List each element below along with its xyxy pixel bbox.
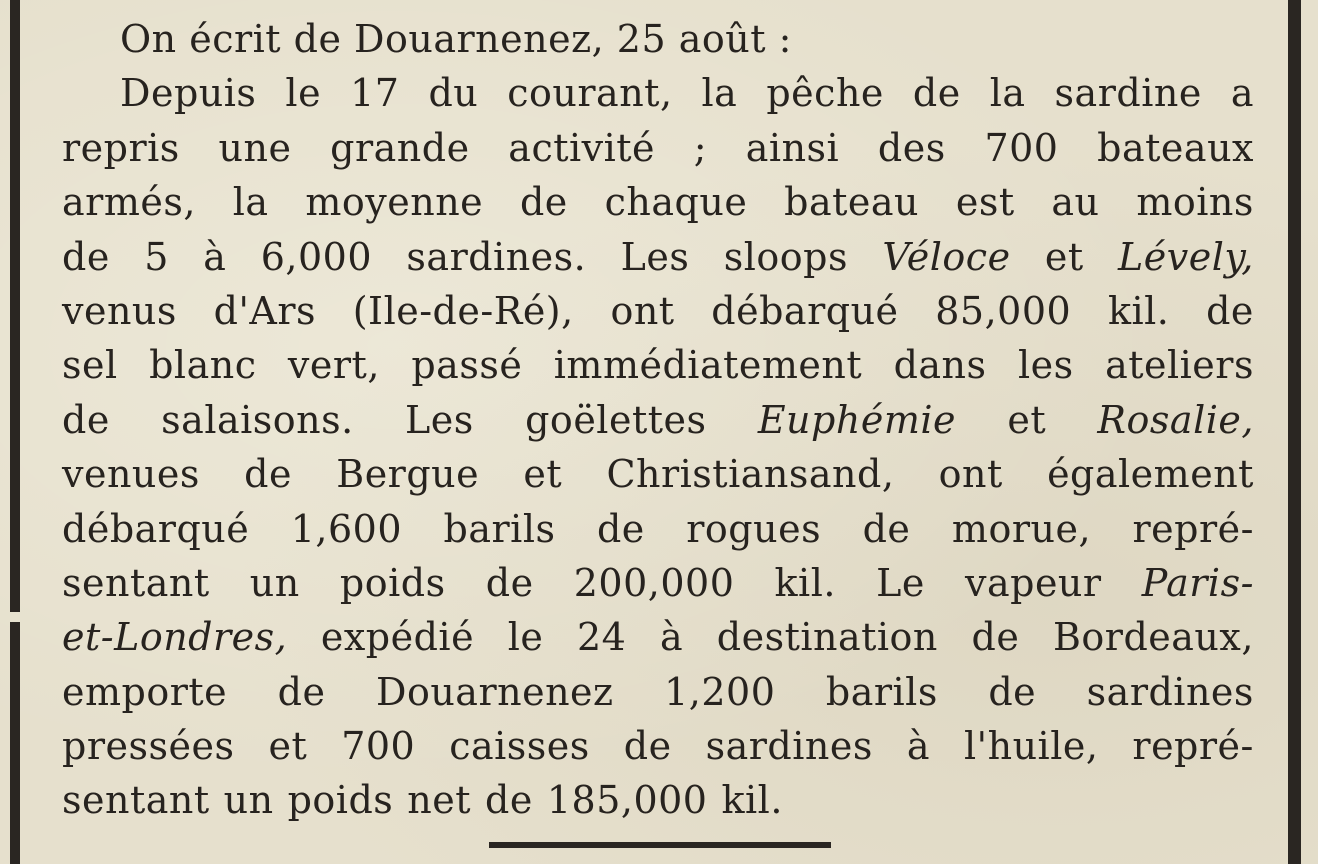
article-word: 200,000: [573, 560, 735, 605]
article-word: grande: [330, 125, 470, 170]
article-word: de: [62, 397, 110, 442]
article-word: Les: [405, 397, 474, 442]
article-word: chaque: [604, 180, 748, 225]
article-word: un: [249, 560, 300, 605]
article-word: ;: [693, 125, 708, 170]
article-word: du: [428, 71, 479, 116]
article-word: ont: [938, 452, 1003, 497]
article-word: Bergue: [336, 452, 480, 497]
article-word: 24: [576, 615, 627, 660]
article-word: venus: [62, 288, 177, 333]
article-word: d'Ars: [213, 288, 317, 333]
article-word: [62, 610, 287, 664]
vessel-name: et-Londres,: [62, 615, 288, 660]
article-word: de: [519, 180, 568, 225]
article-word: et: [268, 724, 308, 769]
article-word: à: [659, 615, 684, 660]
article-word: rogues: [686, 506, 822, 551]
article-word: de: [596, 506, 645, 551]
article-word: blanc: [149, 343, 257, 388]
article-word: [1118, 230, 1254, 284]
vessel-name: Euphémie: [757, 397, 956, 442]
article-word: la: [989, 71, 1026, 116]
article-word: barils: [443, 506, 556, 551]
article-word: de: [912, 71, 961, 116]
article-word: de: [1206, 288, 1254, 333]
article-word: (Ile-de-Ré),: [352, 288, 574, 333]
article-word: également: [1047, 452, 1254, 497]
article-word: 1,200: [664, 669, 776, 714]
article-word: à: [203, 234, 227, 279]
article-word: expédié: [320, 615, 475, 660]
article-word: pêche: [766, 71, 884, 116]
article-word: sentant: [62, 778, 210, 823]
article-word: Depuis: [120, 71, 257, 116]
article-word: armés,: [62, 180, 196, 225]
article-word: moins: [1136, 180, 1254, 225]
article-word: et: [523, 452, 563, 497]
article-line: [62, 121, 1254, 175]
article-word: a: [1230, 71, 1254, 116]
article-word: immédiatement: [553, 343, 863, 388]
left-column-rule: [10, 0, 20, 612]
article-word: [882, 230, 1010, 284]
article-word: de: [988, 669, 1037, 714]
article-word: vapeur: [965, 560, 1102, 605]
article-word: [758, 393, 956, 447]
article-word: repris: [62, 125, 180, 170]
article-word: de: [623, 724, 672, 769]
article-word: 185,000: [546, 778, 708, 823]
article-word: et: [1007, 397, 1047, 442]
article-word: bateau: [784, 180, 920, 225]
article-word: une: [218, 125, 292, 170]
article-line: [62, 502, 1254, 556]
article-word: venues: [62, 452, 200, 497]
vessel-name: Lévely,: [1118, 234, 1254, 279]
article-word: net: [407, 778, 472, 823]
right-column-rule: [1288, 0, 1301, 864]
article-word: les: [1017, 343, 1074, 388]
article-word: débarqué: [62, 506, 250, 551]
article-word: débarqué: [711, 288, 899, 333]
vessel-name: Rosalie,: [1097, 397, 1254, 442]
article-word: caisses: [449, 724, 590, 769]
article-word: Christiansand,: [606, 452, 895, 497]
article-word: sardine: [1054, 71, 1202, 116]
article-word: de: [277, 669, 326, 714]
article-line: [62, 284, 1254, 338]
article-dateline: [62, 12, 1254, 66]
article-word: kil.: [774, 560, 836, 605]
article-line: [62, 665, 1254, 719]
article-word: salaisons.: [161, 397, 354, 442]
article-word: le: [507, 615, 544, 660]
left-column-rule-lower: [10, 622, 20, 864]
article-word: ainsi: [745, 125, 840, 170]
article-word: de: [971, 615, 1020, 660]
article-word: 5: [144, 234, 169, 279]
vessel-name: Véloce: [882, 234, 1011, 279]
article-word: Le: [876, 560, 925, 605]
article-word: goëlettes: [525, 397, 707, 442]
article-word: Douarnenez: [375, 669, 614, 714]
article-word: de: [62, 234, 110, 279]
article-word: de: [862, 506, 911, 551]
article-line: [62, 447, 1254, 501]
article-word: vert,: [287, 343, 380, 388]
article-word: poids: [287, 778, 394, 823]
article-line: [62, 66, 1254, 120]
article-word: Bordeaux,: [1052, 615, 1254, 660]
article-line: [62, 230, 1254, 284]
section-separator-rule: [489, 842, 831, 848]
article-word: 700: [341, 724, 416, 769]
article-word: sardines: [1086, 669, 1254, 714]
article-word: ateliers: [1105, 343, 1254, 388]
article-word: moyenne: [305, 180, 484, 225]
article-line: [62, 556, 1254, 610]
vessel-name: Paris-: [1141, 560, 1254, 605]
article-body: [62, 66, 1254, 827]
article-line: [62, 610, 1254, 664]
article-word: sel: [62, 343, 118, 388]
article-word: 700: [984, 125, 1059, 170]
article-word: est: [955, 180, 1015, 225]
article-word: l'huile,: [964, 724, 1099, 769]
article-word: le: [285, 71, 322, 116]
article-word: 85,000: [935, 288, 1072, 333]
article-word: dans: [893, 343, 987, 388]
article-word: sardines: [705, 724, 873, 769]
article-word: de: [244, 452, 292, 497]
dateline-text: On écrit de Douarnenez, 25 août :: [120, 17, 792, 61]
article-line: [62, 338, 1254, 392]
article-word: un: [223, 778, 274, 823]
article-word: activité: [508, 125, 656, 170]
article-word: sentant: [62, 560, 210, 605]
article-word: la: [232, 180, 269, 225]
article-word: courant,: [507, 71, 673, 116]
article-word: 6,000: [260, 234, 373, 279]
article-line: [62, 393, 1254, 447]
article-word: au: [1051, 180, 1100, 225]
article-word: de: [485, 560, 534, 605]
article-word: 1,600: [290, 506, 403, 551]
article-word: de: [485, 778, 533, 823]
article-line: [62, 773, 1254, 827]
article-word: emporte: [62, 669, 228, 714]
article-word: à: [906, 724, 931, 769]
article-word: [1097, 393, 1254, 447]
article-word: barils: [825, 669, 938, 714]
article-line: [62, 719, 1254, 773]
article-word: bateaux: [1097, 125, 1254, 170]
article-word: 17: [350, 71, 400, 116]
article-word: sloops: [723, 234, 848, 279]
article-word: la: [701, 71, 738, 116]
article-word: poids: [339, 560, 446, 605]
article-word: des: [877, 125, 946, 170]
article-word: kil.: [1107, 288, 1170, 333]
article-word: sardines.: [406, 234, 587, 279]
article-line: [62, 175, 1254, 229]
article-word: repré-: [1132, 506, 1254, 551]
article-word: et: [1044, 234, 1084, 279]
article-word: Les: [620, 234, 690, 279]
article-word: kil.: [721, 778, 783, 823]
article-word: destination: [716, 615, 938, 660]
article-word: [1142, 556, 1254, 610]
article-word: pressées: [62, 724, 235, 769]
article-word: passé: [411, 343, 523, 388]
article-word: morue,: [951, 506, 1092, 551]
article-word: repré-: [1132, 724, 1254, 769]
news-article: [62, 12, 1254, 828]
article-word: ont: [610, 288, 675, 333]
